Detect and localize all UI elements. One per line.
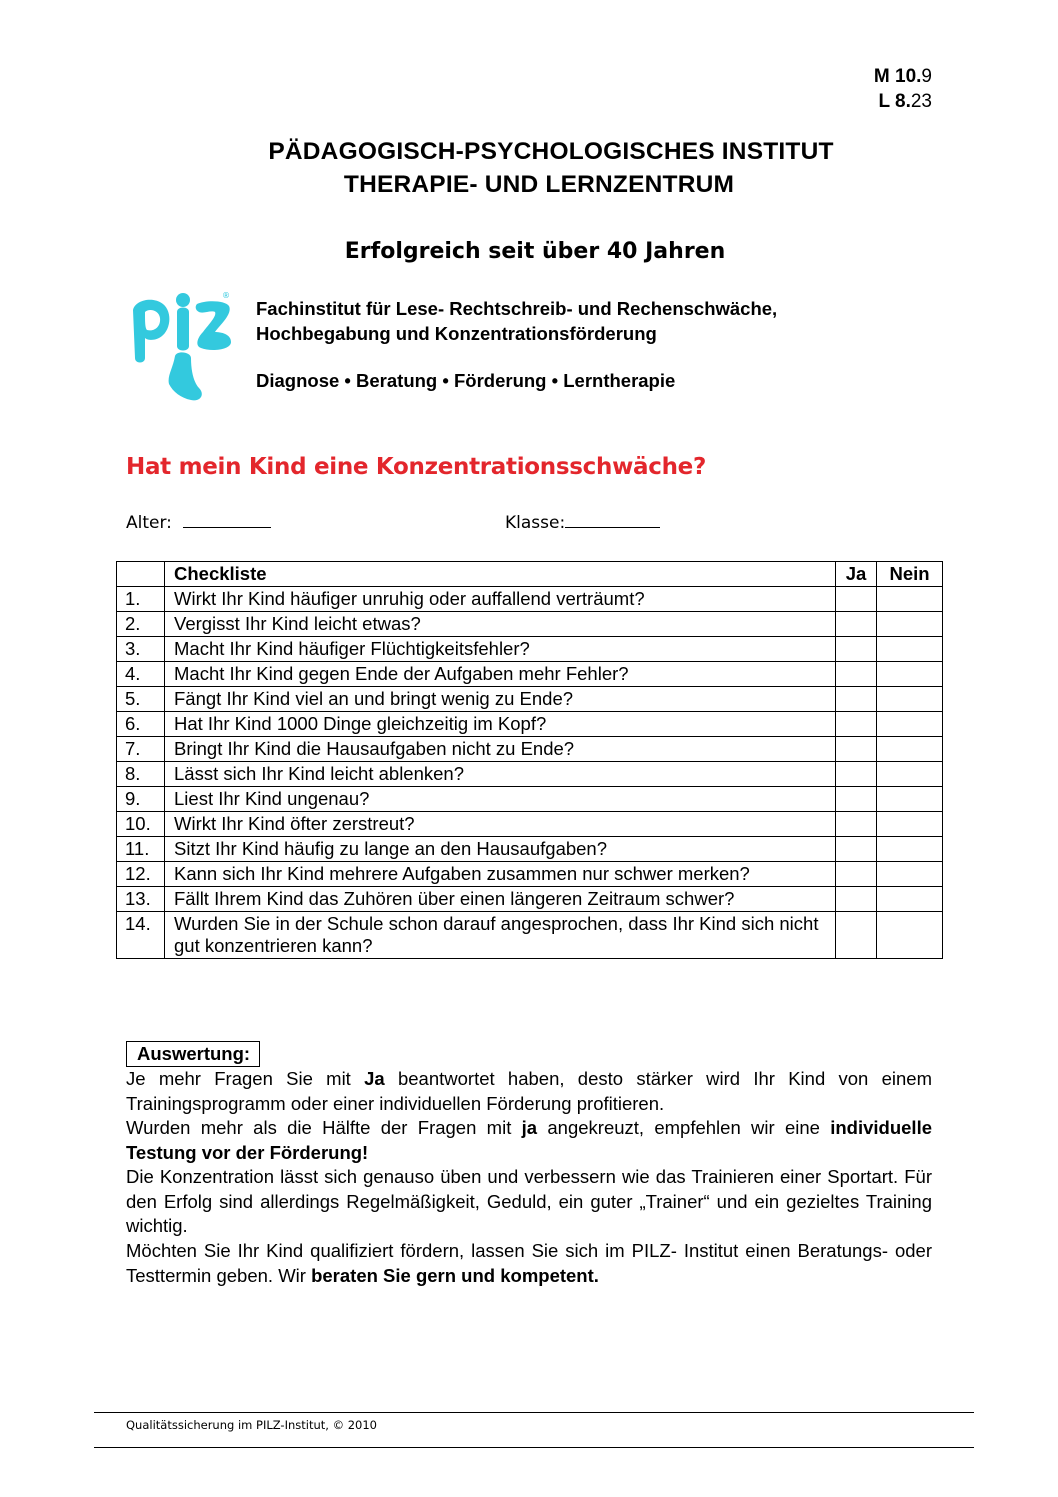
- evaluation-paragraph-2: Wurden mehr als die Hälfte der Fragen mit ja angekreuzt, empfehlen wir eine individuelle Testung vor der Förderung!: [126, 1117, 933, 1163]
- institute-title: PÄDAGOGISCH-PSYCHOLOGISCHES INSTITUT: [268, 138, 834, 165]
- yes-checkbox-cell[interactable]: [836, 687, 877, 712]
- row-question: Wirkt Ihr Kind öfter zerstreut?: [165, 812, 836, 837]
- document-code-m: M 10.9: [873, 66, 932, 87]
- table-row: [117, 837, 943, 862]
- row-number: 4.: [117, 662, 165, 687]
- yes-checkbox-cell[interactable]: [836, 662, 877, 687]
- number-header: [117, 562, 165, 587]
- table-row: [117, 887, 943, 912]
- footer-text: Qualitätssicherung im PILZ-Institut, © 2010: [126, 1418, 377, 1432]
- no-checkbox-cell[interactable]: [877, 887, 943, 912]
- row-number: 11.: [117, 837, 165, 862]
- yes-checkbox-cell[interactable]: [836, 912, 877, 959]
- no-checkbox-cell[interactable]: [877, 612, 943, 637]
- evaluation-paragraph-3: Die Konzentration lässt sich genauso üben und verbessern wie das Trainieren einer Sportart. Für den Erfolg sind allerdings Regelmäßigkeit, Geduld, ein guter „Trainer“ und ein gezieltes Training wichtig.: [126, 1166, 932, 1236]
- row-number: 12.: [117, 862, 165, 887]
- no-checkbox-cell[interactable]: [877, 587, 943, 612]
- yes-header: Ja: [836, 562, 877, 587]
- age-field[interactable]: [126, 511, 271, 533]
- no-checkbox-cell[interactable]: [877, 837, 943, 862]
- table-row: [117, 737, 943, 762]
- row-number: 8.: [117, 762, 165, 787]
- row-question: Kann sich Ihr Kind mehrere Aufgaben zusammen nur schwer merken?: [165, 862, 836, 887]
- row-question: Bringt Ihr Kind die Hausaufgaben nicht zu Ende?: [165, 737, 836, 762]
- yes-checkbox-cell[interactable]: [836, 887, 877, 912]
- row-number: 3.: [117, 637, 165, 662]
- row-number: 5.: [117, 687, 165, 712]
- pilz-logo: [125, 288, 237, 403]
- table-row: [117, 762, 943, 787]
- class-field[interactable]: [505, 511, 660, 533]
- yes-checkbox-cell[interactable]: [836, 612, 877, 637]
- row-number: 6.: [117, 712, 165, 737]
- footer-top-rule: [94, 1412, 974, 1413]
- row-question: Macht Ihr Kind gegen Ende der Aufgaben mehr Fehler?: [165, 662, 836, 687]
- yes-checkbox-cell[interactable]: [836, 862, 877, 887]
- row-question: Wurden Sie in der Schule schon darauf angesprochen, dass Ihr Kind sich nicht gut konzentrieren kann?: [165, 912, 836, 959]
- row-question: Hat Ihr Kind 1000 Dinge gleichzeitig im Kopf?: [165, 712, 836, 737]
- row-number: 9.: [117, 787, 165, 812]
- evaluation-paragraph-4: Möchten Sie Ihr Kind qualifiziert fördern, lassen Sie sich im PILZ- Institut einen Beratungs- oder Testtermin geben. Wir beraten Sie gern und kompetent.: [126, 1240, 932, 1286]
- evaluation-paragraph-1: Je mehr Fragen Sie mit Ja beantwortet haben, desto stärker wird Ihr Kind von einem Trainingsprogramm oder einer individuellen Förderung profitieren.: [126, 1068, 933, 1114]
- checklist-question-heading: Hat mein Kind eine Konzentrationsschwäche?: [126, 454, 706, 480]
- services-line: Diagnose • Beratung • Förderung • Lerntherapie: [256, 370, 676, 391]
- no-checkbox-cell[interactable]: [877, 687, 943, 712]
- row-question: Fällt Ihrem Kind das Zuhören über einen längeren Zeitraum schwer?: [165, 887, 836, 912]
- checklist-table: [116, 561, 943, 959]
- table-row: [117, 687, 943, 712]
- yes-checkbox-cell[interactable]: [836, 712, 877, 737]
- table-row: [117, 787, 943, 812]
- no-checkbox-cell[interactable]: [877, 787, 943, 812]
- age-input-line[interactable]: [183, 511, 271, 528]
- table-row: [117, 912, 943, 959]
- table-row: [117, 637, 943, 662]
- slogan: Erfolgreich seit über 40 Jahren: [344, 239, 726, 264]
- row-question: Fängt Ihr Kind viel an und bringt wenig zu Ende?: [165, 687, 836, 712]
- age-label: Alter:: [126, 513, 172, 533]
- row-question: Liest Ihr Kind ungenau?: [165, 787, 836, 812]
- yes-checkbox-cell[interactable]: [836, 787, 877, 812]
- checklist-header: Checkliste: [165, 562, 836, 587]
- row-number: 10.: [117, 812, 165, 837]
- row-number: 13.: [117, 887, 165, 912]
- no-header: Nein: [877, 562, 943, 587]
- no-checkbox-cell[interactable]: [877, 637, 943, 662]
- row-number: 7.: [117, 737, 165, 762]
- yes-checkbox-cell[interactable]: [836, 812, 877, 837]
- table-row: [117, 587, 943, 612]
- row-question: Sitzt Ihr Kind häufig zu lange an den Hausaufgaben?: [165, 837, 836, 862]
- no-checkbox-cell[interactable]: [877, 762, 943, 787]
- table-row: [117, 612, 943, 637]
- row-question: Wirkt Ihr Kind häufiger unruhig oder auffallend verträumt?: [165, 587, 836, 612]
- document-code-l: L 8.23: [878, 91, 932, 112]
- no-checkbox-cell[interactable]: [877, 737, 943, 762]
- row-number: 1.: [117, 587, 165, 612]
- yes-checkbox-cell[interactable]: [836, 737, 877, 762]
- registered-mark: ®: [222, 291, 230, 300]
- row-number: 14.: [117, 912, 165, 959]
- no-checkbox-cell[interactable]: [877, 862, 943, 887]
- no-checkbox-cell[interactable]: [877, 662, 943, 687]
- yes-checkbox-cell[interactable]: [836, 762, 877, 787]
- yes-checkbox-cell[interactable]: [836, 837, 877, 862]
- checklist-header-row: [117, 562, 943, 587]
- table-row: [117, 862, 943, 887]
- table-row: [117, 662, 943, 687]
- description-line-1: Fachinstitut für Lese- Rechtschreib- und Rechenschwäche,: [256, 298, 778, 319]
- class-input-line[interactable]: [565, 511, 660, 528]
- table-row: [117, 712, 943, 737]
- description-line-2: Hochbegabung und Konzentrationsförderung: [256, 323, 657, 344]
- yes-checkbox-cell[interactable]: [836, 587, 877, 612]
- row-question: Macht Ihr Kind häufiger Flüchtigkeitsfehler?: [165, 637, 836, 662]
- institute-description: [256, 296, 777, 346]
- class-label: Klasse:: [505, 513, 566, 533]
- institute-subtitle: THERAPIE- UND LERNZENTRUM: [343, 171, 735, 198]
- evaluation-heading: Auswertung:: [126, 1041, 260, 1067]
- row-question: Vergisst Ihr Kind leicht etwas?: [165, 612, 836, 637]
- row-question: Lässt sich Ihr Kind leicht ablenken?: [165, 762, 836, 787]
- yes-checkbox-cell[interactable]: [836, 637, 877, 662]
- no-checkbox-cell[interactable]: [877, 812, 943, 837]
- no-checkbox-cell[interactable]: [877, 712, 943, 737]
- no-checkbox-cell[interactable]: [877, 912, 943, 959]
- footer-bottom-rule: [94, 1447, 974, 1448]
- table-row: [117, 812, 943, 837]
- row-number: 2.: [117, 612, 165, 637]
